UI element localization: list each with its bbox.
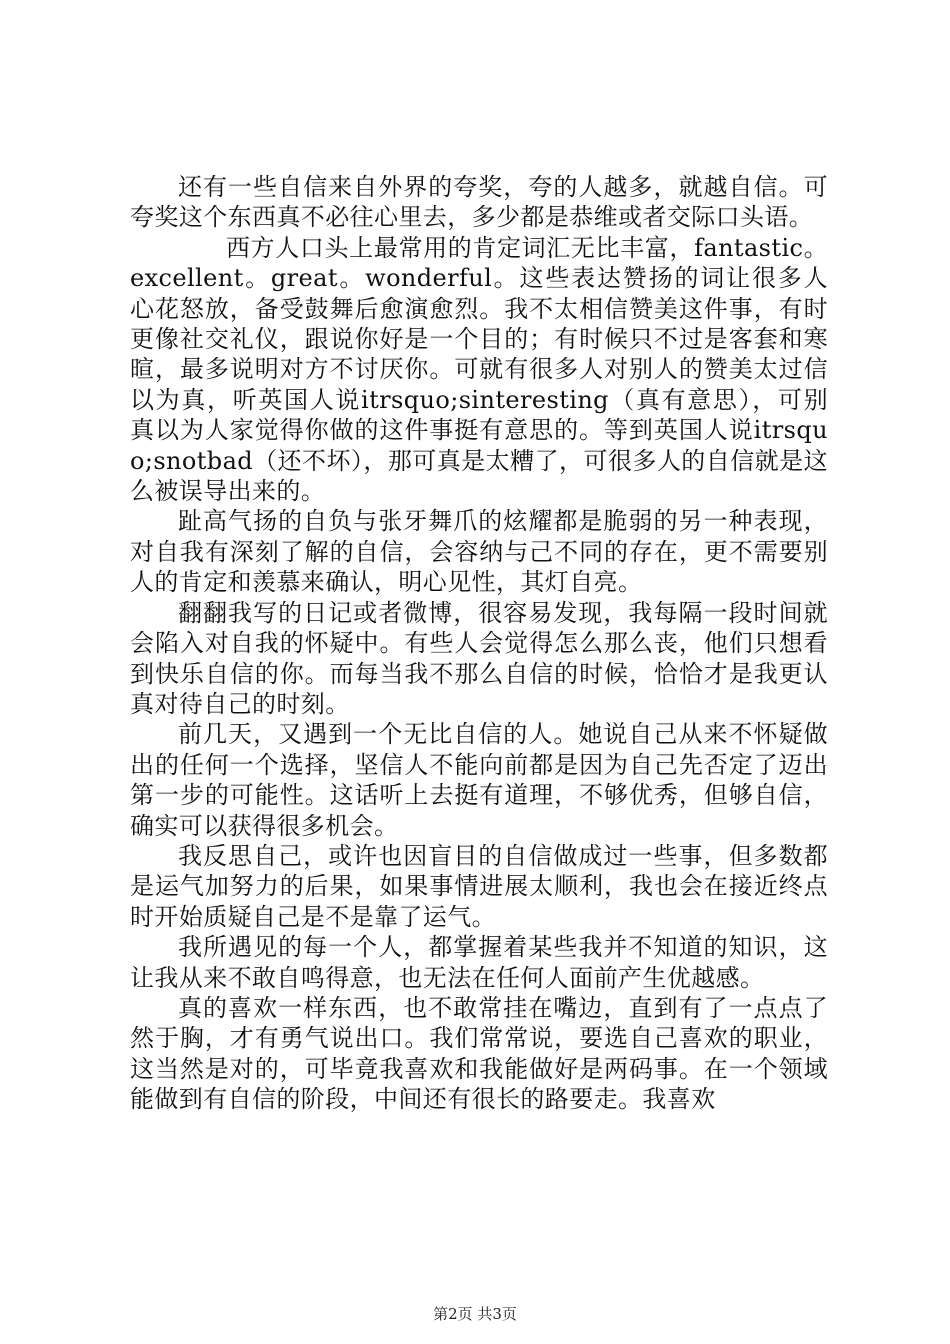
page-number-footer: 第2页 共3页 [433, 1305, 517, 1323]
paragraph: 西方人口头上最常用的肯定词汇无比丰富，fantastic。excellent。great。wonderful。这些表达赞扬的词让很多人心花怒放，备受鼓舞后愈演愈烈。我不太相信赞美这件事，有时更像社交礼仪，跟说你好是一个目的；有时候只不过是客套和寒暄，最多说明对方不讨厌你。可就有很多人对别人的赞美太过信以为真，听英国人说itrsquo;sinteresting（真有意思），可别真以为人家觉得你做的这件事挺有意思的。等到英国人说itrsquo;snotbad（还不坏），那可真是太糟了，可很多人的自信就是这么被误导出来的。 [130, 233, 828, 506]
paragraph: 趾高气扬的自负与张牙舞爪的炫耀都是脆弱的另一种表现，对自我有深刻了解的自信，会容纳与己不同的存在，更不需要别人的肯定和羡慕来确认，明心见性，其灯自亮。 [130, 507, 828, 597]
paragraph: 我所遇见的每一个人，都掌握着某些我并不知道的知识，这让我从来不敢自鸣得意，也无法在任何人面前产生优越感。 [130, 933, 828, 992]
paragraph: 前几天，又遇到一个无比自信的人。她说自己从来不怀疑做出的任何一个选择，坚信人不能向前都是因为自己先否定了迈出第一步的可能性。这话听上去挺有道理，不够优秀，但够自信，确实可以获得很多机会。 [130, 720, 828, 840]
paragraph: 还有一些自信来自外界的夸奖，夸的人越多，就越自信。可夸奖这个东西真不必往心里去，多少都是恭维或者交际口头语。 [130, 173, 828, 232]
paragraph: 真的喜欢一样东西，也不敢常挂在嘴边，直到有了一点点了然于胸，才有勇气说出口。我们常常说，要选自己喜欢的职业，这当然是对的，可毕竟我喜欢和我能做好是两码事。在一个领域能做到有自信的阶段，中间还有很长的路要走。我喜欢 [130, 993, 828, 1114]
paragraph: 翻翻我写的日记或者微博，很容易发现，我每隔一段时间就会陷入对自我的怀疑中。有些人会觉得怎么那么丧，他们只想看到快乐自信的你。而每当我不那么自信的时候，恰恰才是我更认真对待自己的时刻。 [130, 598, 828, 718]
paragraph: 我反思自己，或许也因盲目的自信做成过一些事，但多数都是运气加努力的后果，如果事情进展太顺利，我也会在接近终点时开始质疑自己是不是靠了运气。 [130, 841, 828, 931]
document-body [130, 172, 828, 1115]
